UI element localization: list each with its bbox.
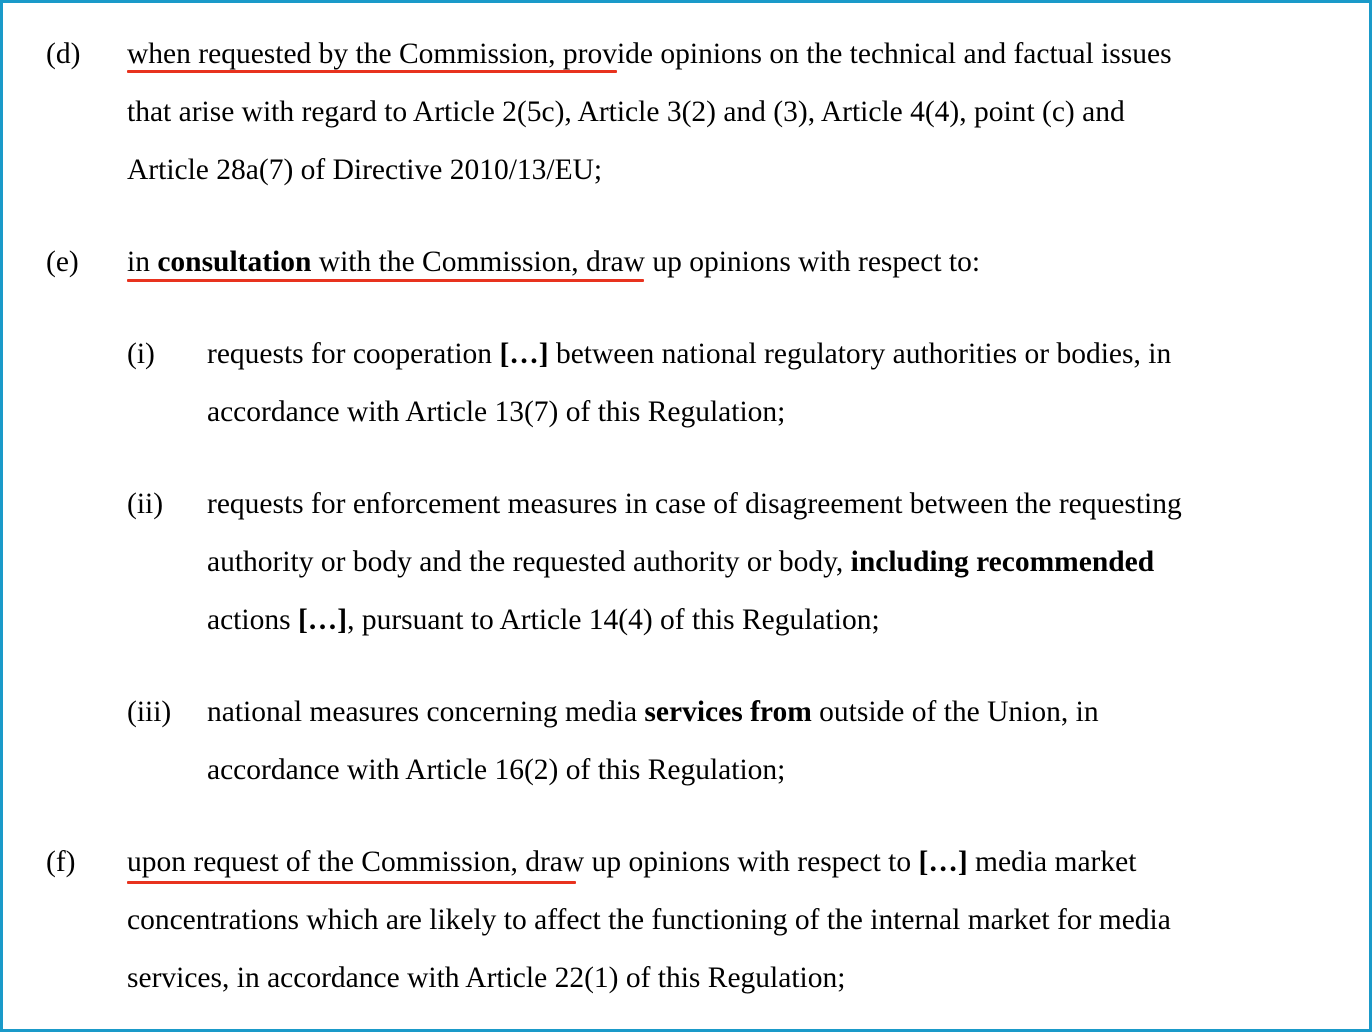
item-e-text — [127, 233, 980, 291]
item-ii-line-3: actions […], pursuant to Article 14(4) of this Regulation; — [207, 604, 880, 636]
item-ii-text — [207, 475, 1182, 649]
item-iii-line-1: national measures concerning media services from outside of the Union, in — [207, 696, 1099, 728]
item-f-line-2: concentrations which are likely to affect the functioning of the internal market for media — [127, 904, 1171, 936]
item-d-label: (d) — [46, 38, 81, 70]
item-d-line-1: when requested by the Commission, provide opinions on the technical and factual issues — [127, 38, 1172, 70]
item-f-underline — [127, 881, 576, 884]
item-f-line-1: upon request of the Commission, draw up opinions with respect to […] media market — [127, 846, 1137, 878]
item-ii-line-1: requests for enforcement measures in case of disagreement between the requesting — [207, 488, 1182, 520]
item-i-text — [207, 325, 1171, 441]
item-e-line-1: in consultation with the Commission, draw up opinions with respect to: — [127, 246, 981, 278]
item-f-text — [127, 833, 1171, 1007]
item-e-label: (e) — [46, 246, 79, 278]
item-i-label: (i) — [127, 338, 155, 370]
item-i-line-2: accordance with Article 13(7) of this Regulation; — [207, 396, 786, 428]
item-iii-label: (iii) — [127, 696, 172, 728]
item-d-line-3: Article 28a(7) of Directive 2010/13/EU; — [127, 154, 603, 186]
item-ii-label: (ii) — [127, 488, 164, 520]
item-i-line-1: requests for cooperation […] between national regulatory authorities or bodies, in — [207, 338, 1172, 370]
item-e-underline — [127, 279, 644, 282]
item-f-label: (f) — [46, 846, 76, 878]
item-iii-line-2: accordance with Article 16(2) of this Regulation; — [207, 754, 786, 786]
item-d-underline — [127, 70, 617, 73]
item-d-text — [127, 25, 1172, 199]
item-iii-text — [207, 683, 1099, 799]
item-f-line-3: services, in accordance with Article 22(1) of this Regulation; — [127, 962, 846, 994]
item-ii-line-2: authority or body and the requested authority or body, including recommended — [207, 546, 1155, 578]
item-d-line-2: that arise with regard to Article 2(5c), Article 3(2) and (3), Article 4(4), point (c) and — [127, 96, 1125, 128]
